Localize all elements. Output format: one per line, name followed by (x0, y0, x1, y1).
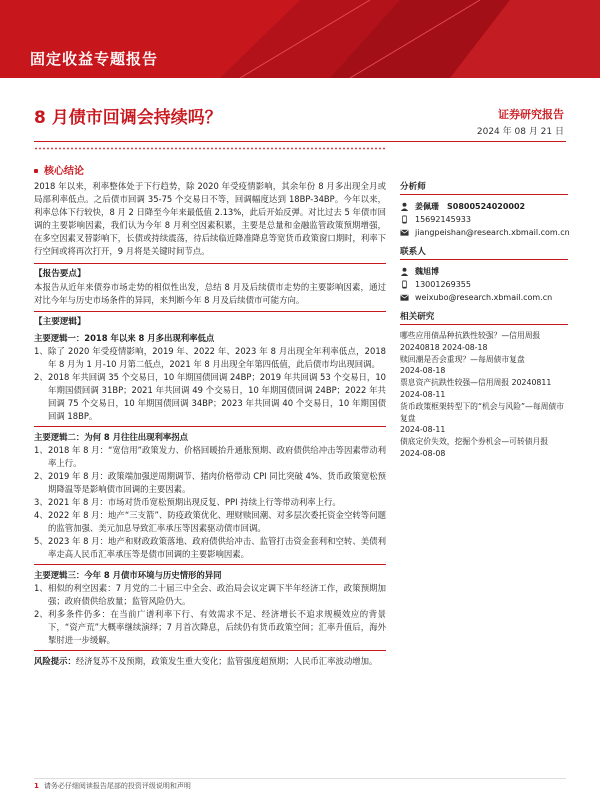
analyst-heading: 分析师 (400, 182, 426, 192)
contact-email-row (400, 291, 568, 304)
report-title: 8 月债市回调会持续吗？ (34, 108, 222, 128)
risk-label: 风险提示： (34, 655, 76, 666)
title-divider (34, 141, 566, 142)
analyst-email-row (400, 226, 568, 239)
related-heading: 相关研究 (400, 312, 435, 322)
analyst-name-row (400, 200, 568, 213)
list-item: 3、 2021 年 8 月：市场对货币宽松预期出现反复、PPI 持续上行等带动利率上行。 (34, 496, 341, 507)
footer-divider (34, 778, 566, 779)
list-item: 2、 利多条件仍多：在当前广谱利率下行、有效需求不足、经济增长不追求规模效应的背景下，“资产荒”大概率继续演绎；7 月首次降息，后续仍有货币政策空间；汇率升值后，海外掣肘进一步缓解。 (34, 608, 386, 645)
logic-one-heading: 主要逻辑一：2018 年以来 8 月多出现利率低点 (34, 332, 215, 343)
banner-title: 固定收益专题报告 (30, 50, 159, 68)
section-divider (34, 263, 386, 264)
list-item: 2、 2018 年共回调 35 个交易日，10 年期国债回调 24BP；2019 年共回调 53 个交易日，10 年期国债回调 31BP；2021 年共回调 49 个交易日，10 年期国债回调 24BP；2022 年共回调 75 个交易日，10 年期国债回调 34BP；2023 年共回调 40 个交易日，10 年期国债回调 18BP。 (34, 371, 386, 421)
analyst-cert: S0800524020002 (447, 202, 526, 211)
phone-icon (400, 215, 409, 224)
square-bullet-icon (34, 169, 38, 173)
list-item: 5、 2023 年 8 月：地产和财政政策落地、政府债供给冲击、监管打击资金套利和空转、美债利率走高人民币汇率承压等是债市回调的主要影响因素。 (34, 535, 386, 559)
contact-name: 魏旭博 (415, 267, 439, 276)
banner-decoration (180, 0, 600, 78)
related-item[interactable]: 债底定价失效，挖掘个券机会—可转债月报 2024-08-08 (400, 437, 549, 458)
core-conclusion-heading: 核心结论 (34, 162, 84, 177)
analyst-name: 姜佩珊 (415, 202, 439, 211)
list-item: 1、 相似的利空因素：7 月党的二十届三中全会、政治局会议定调下半年经济工作，政策预期加强；政府债供给放量；监管风险仍大。 (34, 582, 386, 606)
sidebar-divider (400, 324, 568, 325)
highlights-heading: 【报告要点】 (34, 268, 86, 279)
related-item[interactable]: 票息资产抗跌性较强—信用周报 20240811 2024-08-11 (400, 378, 552, 399)
list-item: 1、 2018 年 8 月：“宽信用”政策发力、价格回暖抬升通胀预期、政府债供给冲击等因素带动利率上行。 (34, 444, 386, 468)
main-column (34, 180, 386, 668)
highlights-paragraph: 本报告从近年来债券市场走势的相似性出发，总结 8 月及后续债市走势的主要影响因素，通过对比今年与历史市场条件的异同，来判断今年 8 月及后续债市可能方向。 (34, 281, 386, 305)
section-divider (34, 564, 386, 565)
sidebar-divider (400, 259, 568, 260)
footer-disclaimer: 请务必仔细阅读报告尾部的投资评级说明和声明 (43, 782, 191, 790)
logic-three-heading: 主要逻辑三：今年 8 月债市环境与历史情形的异同 (34, 569, 222, 580)
contact-email[interactable]: weixubo@research.xbmail.com.cn (415, 293, 553, 302)
list-item: 4、 2022 年 8 月：地产“三支箭”、防疫政策优化、理财赎回潮、对多层次委托资金空转等问题的监管加强、美元加息导致汇率承压等因素驱动债市回调。 (34, 509, 386, 533)
contact-name-row (400, 265, 568, 278)
report-type: 证券研究报告 (498, 108, 564, 121)
dotted-divider (34, 147, 386, 150)
related-list (400, 330, 568, 460)
person-icon (400, 267, 409, 276)
analyst-phone-row (400, 213, 568, 226)
logic-two-heading: 主要逻辑二：为何 8 月往往出现利率拐点 (34, 431, 189, 442)
section-divider (34, 650, 386, 651)
summary-paragraph: 2018 年以来，利率整体处于下行趋势，除 2020 年受疫情影响，其余年份 8 月多出现全月或局部利率低点。之后债市回调 35-75 个交易日不等，回调幅度达到 18BP-34BP。今年以来，利率总体下行较快，8 月 2 日降至今年来最低值 2.13%，此后开始反弹。对比过去 5 年债市回调的主要影响因素，我们认为今年 8 月利空因素积累，主要是总量和金融监管政策预期增强，在多空因素叉替影响下，长债或持续震荡，待后续临近降准降息等宽货币政策窗口期时，利率下行空间或将再次打开，9 月将是关键时间节点。 (34, 181, 386, 257)
footer (34, 781, 191, 791)
related-item[interactable]: 货币政策框架转型下的“机会与风险”—每周债市复盘 2024-08-11 (400, 401, 565, 435)
section-divider (34, 311, 386, 312)
risk-warning (34, 655, 386, 668)
contact-phone: 13001269355 (415, 280, 471, 289)
sidebar-divider (400, 194, 568, 195)
logic-heading: 【主要逻辑】 (34, 316, 86, 327)
risk-text: 经济复苏不及预期，政策发生重大变化；监管强度超预期；人民币汇率波动增加。 (75, 655, 378, 666)
top-banner (0, 0, 600, 78)
report-date: 2024 年 08 月 21 日 (476, 127, 564, 137)
mail-icon (400, 293, 409, 302)
analyst-email[interactable]: jiangpeishan@research.xbmail.com.cn (415, 228, 570, 237)
page-number: 1 (34, 782, 39, 790)
mail-icon (400, 228, 409, 237)
list-item: 1、 除了 2020 年受疫情影响，2019 年、2022 年、2023 年 8 月出现全年利率低点，2018 年 8 月为 1 月-10 月第二低点，2021 年 8 月出现全年第四低值，此后债市均出现回调。 (34, 345, 386, 369)
person-icon (400, 202, 409, 211)
related-item[interactable]: 哪些应用债品种抗跌性较强？—信用周报 20240818 2024-08-18 (400, 331, 541, 352)
contact-heading: 联系人 (400, 247, 426, 257)
list-item: 2、 2019 年 8 月：政策端加强逆周期调节、猪肉价格带动 CPI 同比突破 4%、货币政策宽松预期降温等是影响债市回调的主要因素。 (34, 470, 386, 494)
analyst-phone: 15692145933 (415, 215, 471, 224)
section-divider (34, 426, 386, 427)
related-item[interactable]: 赎回潮是否会重现？—每周债市复盘 2024-08-18 (400, 354, 525, 376)
contact-phone-row (400, 278, 568, 291)
phone-icon (400, 280, 409, 289)
sidebar (400, 180, 568, 460)
